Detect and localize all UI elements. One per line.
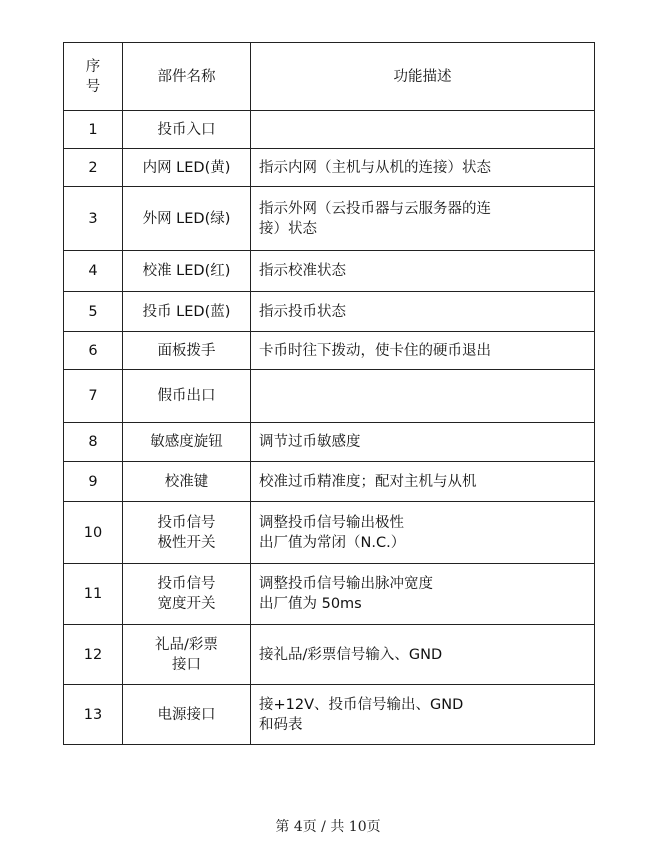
row-number: 4 [64,251,123,292]
header-part-name: 部件名称 [123,43,251,111]
row-number: 9 [64,462,123,502]
function-description: 指示校准状态 [251,251,595,292]
part-name: 投币 LED(蓝) [123,292,251,332]
row-number: 1 [64,111,123,149]
row-number: 5 [64,292,123,332]
function-description: 校准过币精准度；配对主机与从机 [251,462,595,502]
function-description: 接礼品/彩票信号输入、GND [251,625,595,685]
part-name: 投币入口 [123,111,251,149]
row-number: 7 [64,370,123,423]
function-description: 调节过币敏感度 [251,423,595,462]
part-name: 内网 LED(黄) [123,149,251,187]
table-row [64,187,595,251]
function-description: 指示投币状态 [251,292,595,332]
row-number: 6 [64,332,123,370]
row-number: 10 [64,502,123,564]
function-description: 调整投币信号输出脉冲宽度 出厂值为 50ms [251,564,595,625]
table-row [64,685,595,745]
row-number: 2 [64,149,123,187]
header-number: 序 号 [64,43,123,111]
table-row [64,111,595,149]
table-row [64,625,595,685]
parts-table [63,42,595,745]
part-name: 面板拨手 [123,332,251,370]
table-row [64,149,595,187]
row-number: 11 [64,564,123,625]
part-name: 敏感度旋钮 [123,423,251,462]
header-function-description: 功能描述 [251,43,595,111]
part-name: 假币出口 [123,370,251,423]
function-description [251,111,595,149]
function-description [251,370,595,423]
part-name: 外网 LED(绿) [123,187,251,251]
function-description: 指示内网（主机与从机的连接）状态 [251,149,595,187]
part-name: 校准键 [123,462,251,502]
part-name: 校准 LED(红) [123,251,251,292]
row-number: 12 [64,625,123,685]
page-footer: 第 4页 / 共 10页 [275,819,381,835]
part-name: 礼品/彩票 接口 [123,625,251,685]
table-row [64,370,595,423]
part-name: 电源接口 [123,685,251,745]
table-row [64,423,595,462]
function-description: 指示外网（云投币器与云服务器的连 接）状态 [251,187,595,251]
function-description: 接+12V、投币信号输出、GND 和码表 [251,685,595,745]
part-name: 投币信号 极性开关 [123,502,251,564]
table-row [64,292,595,332]
table-header-row [64,43,595,111]
table-row [64,564,595,625]
function-description: 调整投币信号输出极性 出厂值为常闭（N.C.） [251,502,595,564]
function-description: 卡币时往下拨动，使卡住的硬币退出 [251,332,595,370]
table-row [64,332,595,370]
table-row [64,251,595,292]
row-number: 3 [64,187,123,251]
row-number: 13 [64,685,123,745]
part-name: 投币信号 宽度开关 [123,564,251,625]
row-number: 8 [64,423,123,462]
table-row [64,502,595,564]
table-row [64,462,595,502]
